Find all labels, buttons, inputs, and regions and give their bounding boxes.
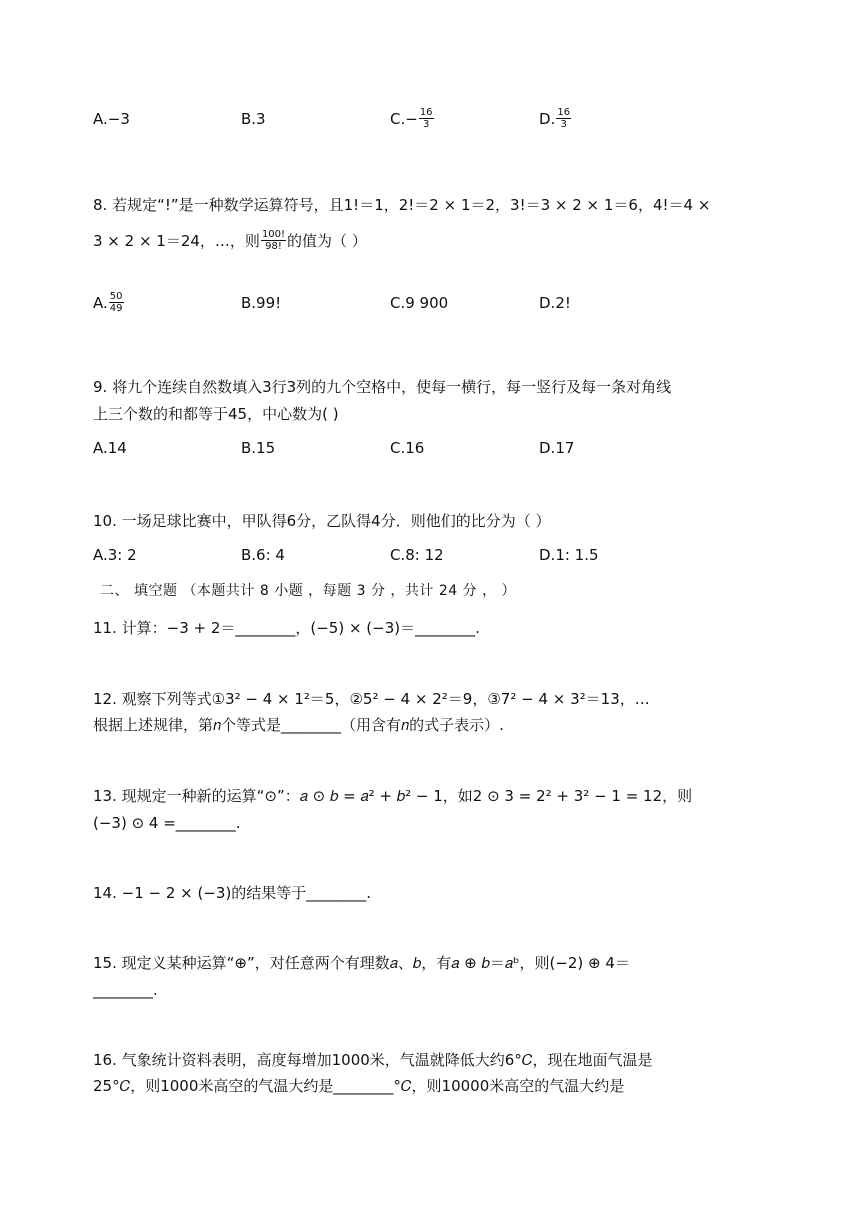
q16-line-1: 16. 气象统计资料表明，高度每增加1000米，气温就降低大约6°𝐶，现在地面气温是 [93,1051,653,1069]
q8-option-a-denominator: 49 [109,303,123,314]
q15-line-1: 15. 现定义某种运算“⊕”，对任意两个有理数𝑎、𝑏，有𝑎 ⊕ 𝑏＝𝑎ᵇ，则(−2) ⊕ 4＝ [93,954,630,972]
q8-line-1: 8. 若规定“!”是一种数学运算符号，且1!＝1，2!＝2 × 1＝2，3!＝3 × 2 × 1＝6，4!＝4 × [93,196,711,214]
q8-option-a [93,292,125,315]
q7-option-d-fraction [556,107,571,130]
q14-line: 14. −1 − 2 × (−3)的结果等于________. [93,884,372,902]
q10-option-d: D.1: 1.5 [539,546,599,564]
q10-option-b: B.6: 4 [241,546,285,564]
q9-option-a: A.14 [93,439,127,457]
q8-line-2-after: 的值为（ ） [287,232,367,250]
q8-fraction [261,229,286,252]
q8-option-a-prefix: A. [93,294,108,312]
q7-option-b: B.3 [241,110,266,128]
q9-line-2: 上三个数的和都等于45，中心数为( ) [93,405,339,423]
q12-line-1: 12. 观察下列等式①3² − 4 × 1²＝5，②5² − 4 × 2²＝9，③7² − 4 × 3²＝13，… [93,690,650,708]
q8-option-c: C.9 900 [390,294,449,312]
q10-options [93,544,713,574]
q9-option-c: C.16 [390,439,425,457]
q9-options [93,437,713,467]
q9-option-d: D.17 [539,439,575,457]
q11-line: 11. 计算：−3 + 2＝________，(−5) × (−3)＝________. [93,619,480,637]
q7-option-c-denominator: 3 [422,119,430,130]
section-2-heading: 二、 填空题 （本题共计 8 小题 ，每题 3 分 ，共计 24 分 ， ） [100,583,517,599]
q7-option-d-prefix: D. [539,110,556,128]
q10-line-1: 10. 一场足球比赛中，甲队得6分，乙队得4分．则他们的比分为（ ） [93,512,551,530]
q8-option-b: B.99! [241,294,282,312]
q10-option-a: A.3: 2 [93,546,137,564]
q7-options [93,108,713,138]
q15-line-2: ________. [93,981,158,999]
q7-option-d-numerator: 16 [557,107,571,118]
q16-line-2: 25°𝐶，则1000米高空的气温大约是________°𝐶，则10000米高空的气温大约是 [93,1077,625,1095]
q8-fraction-denominator: 98! [265,241,282,252]
q13-line-1: 13. 现规定一种新的运算“⊙”：𝑎 ⊙ 𝑏 = 𝑎² + 𝑏² − 1，如2 ⊙ 3 = 2² + 3² − 1 = 12，则 [93,787,693,805]
q7-option-d-denominator: 3 [560,119,567,130]
q9-option-b: B.15 [241,439,276,457]
q7-option-c-prefix: C.− [390,110,418,128]
q7-option-a: A.−3 [93,110,130,128]
q8-option-d: D.2! [539,294,571,312]
q8-line-2-before: 3 × 2 × 1＝24，…，则 [93,232,260,250]
q7-option-d [539,108,572,131]
q12-line-2: 根据上述规律，第𝑛个等式是________（用含有𝑛的式子表示）. [93,716,504,734]
q8-options [93,292,713,322]
q13-line-2: (−3) ⊙ 4 =________. [93,814,241,832]
q7-option-c-fraction [419,107,434,130]
q8-option-a-numerator: 50 [109,291,123,302]
q8-line-2 [93,230,367,253]
q7-option-c [390,108,435,131]
q7-option-c-numerator: 16 [419,107,433,118]
q10-option-c: C.8: 12 [390,546,444,564]
q8-fraction-numerator: 100! [261,229,286,240]
q8-option-a-fraction [109,291,124,314]
q9-line-1: 9. 将九个连续自然数填入3行3列的九个空格中，使每一横行，每一竖行及每一条对角线 [93,378,672,396]
